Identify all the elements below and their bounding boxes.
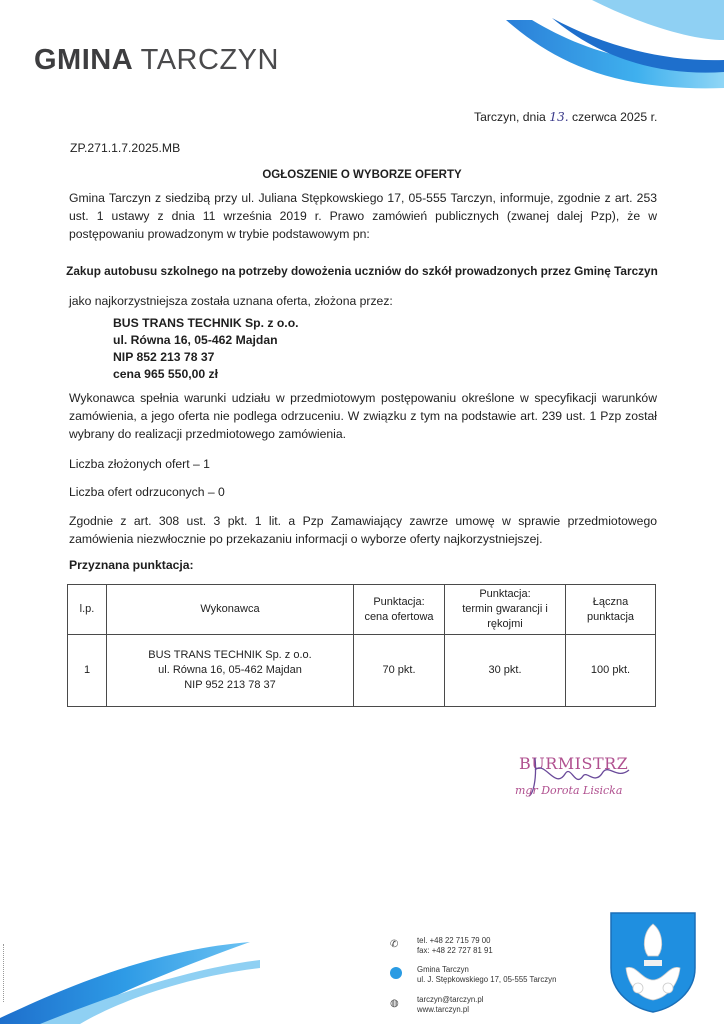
phone-icon: ✆ — [390, 939, 399, 950]
header-total-line1: Łączna — [592, 595, 629, 608]
header-price-line1: Punktacja: — [373, 595, 425, 608]
intro-paragraph: Gmina Tarczyn z siedzibą przy ul. Juliana Stępkowskiego 17, 05-555 Tarczyn, informuje, zgodnie z art. 253 ust. 1 ustawy z dnia 11 września 2019 r. Prawo zamówień publicznych (zwanej dalej Pzp), że w postępowaniu prowadzonym w trybie podstawowym pn: — [69, 191, 657, 241]
scoring-heading: Przyznana punktacja: — [69, 558, 194, 572]
phone-contact — [390, 936, 600, 960]
coat-of-arms-icon — [608, 910, 698, 1014]
location-pin-icon — [390, 967, 402, 979]
header-warranty-line2: termin gwarancji i — [462, 603, 548, 615]
justification-paragraph: Wykonawca spełnia warunki udziału w przedmiotowym postępowaniu określone w specyfikacji warunków zamówienia, a jego oferta nie podlega odrzuceniu. W związku z tym na podstawie art. 239 ust. 1 Pzp został wybrany do realizacji przedmiotowego zamówienia. — [69, 391, 657, 441]
web-contact — [390, 995, 600, 1019]
header-price-line2: cena ofertowa — [364, 610, 434, 623]
office-address: ul. J. Stępkowskiego 17, 05-555 Tarczyn — [417, 975, 557, 984]
header-price-points — [354, 585, 445, 635]
stamp-name: mgr Dorota Lisicka — [515, 784, 623, 797]
reference-number: ZP.271.1.7.2025.MB — [70, 141, 181, 155]
globe-icon: ◍ — [390, 998, 399, 1009]
header-contractor: Wykonawca — [107, 585, 354, 635]
place-date-suffix: czerwca 2025 r. — [571, 110, 658, 124]
procurement-subject: Zakup autobusu szkolnego na potrzeby dowożenia uczniów do szkół prowadzonych przez Gminę Tarczyn — [66, 264, 658, 278]
winner-block — [113, 315, 299, 383]
contract-note: Zgodnie z art. 308 ust. 3 pkt. 1 lit. a Pzp Zamawiający zawrze umowę w sprawie przedmiotowego zamówienia niezwłocznie po przekazaniu informacji o wyborze oferty najkorzystniejszej. — [69, 514, 657, 546]
row-contractor-name: BUS TRANS TECHNIK Sp. z o.o. — [148, 649, 312, 661]
row-contractor — [107, 635, 354, 707]
footer-contact-block — [390, 936, 600, 1019]
website-link[interactable]: www.tarczyn.pl — [417, 1005, 469, 1014]
row-lp: 1 — [68, 635, 107, 707]
row-contractor-nip: NIP 952 213 78 37 — [184, 679, 276, 691]
table-row — [68, 635, 656, 707]
header-warranty-line3: rękojmi — [487, 618, 523, 630]
chosen-offer-intro: jako najkorzystniejsza została uznana oferta, złożona przez: — [69, 294, 393, 308]
stamp-title: BURMISTRZ — [519, 754, 629, 773]
header-warranty-points — [445, 585, 566, 635]
document-title: OGŁOSZENIE O WYBORZE OFERTY — [262, 169, 462, 181]
winner-name: BUS TRANS TECHNIK Sp. z o.o. — [113, 316, 299, 330]
footer-swoosh-graphic — [0, 930, 260, 1024]
winner-price: cena 965 550,00 zł — [113, 367, 219, 381]
gmina-tarczyn-logo — [34, 44, 279, 77]
left-margin-scan-mark — [3, 944, 6, 1002]
row-contractor-address: ul. Równa 16, 05-462 Majdan — [158, 664, 302, 676]
logo-word-gmina: GMINA — [34, 44, 133, 76]
scoring-table — [67, 584, 656, 707]
winner-nip: NIP 852 213 78 37 — [113, 350, 215, 364]
logo-word-tarczyn: TARCZYN — [140, 44, 279, 76]
handwritten-day: 13. — [549, 110, 569, 124]
office-name: Gmina Tarczyn — [417, 965, 469, 974]
row-warranty-points: 30 pkt. — [445, 635, 566, 707]
header-total-line2: punktacja — [586, 610, 635, 623]
header-warranty-line1: Punktacja: — [479, 588, 531, 600]
email-link[interactable]: tarczyn@tarczyn.pl — [417, 995, 484, 1004]
phone-number: tel. +48 22 715 79 00 — [417, 936, 491, 945]
mayor-signature-stamp — [505, 750, 655, 810]
header-swoosh-graphic — [492, 0, 724, 100]
header-lp: l.p. — [68, 585, 107, 635]
row-total-points: 100 pkt. — [566, 635, 656, 707]
winner-address: ul. Równa 16, 05-462 Majdan — [113, 333, 278, 347]
address-contact — [390, 965, 600, 992]
table-header-row — [68, 585, 656, 635]
place-and-date — [474, 108, 657, 126]
offers-submitted: Liczba złożonych ofert – 1 — [69, 457, 210, 471]
row-price-points: 70 pkt. — [354, 635, 445, 707]
fax-number: fax: +48 22 727 81 91 — [417, 946, 493, 955]
place-date-prefix: Tarczyn, dnia — [474, 110, 546, 124]
header-total-points — [566, 585, 656, 635]
offers-rejected: Liczba ofert odrzuconych – 0 — [69, 485, 225, 499]
